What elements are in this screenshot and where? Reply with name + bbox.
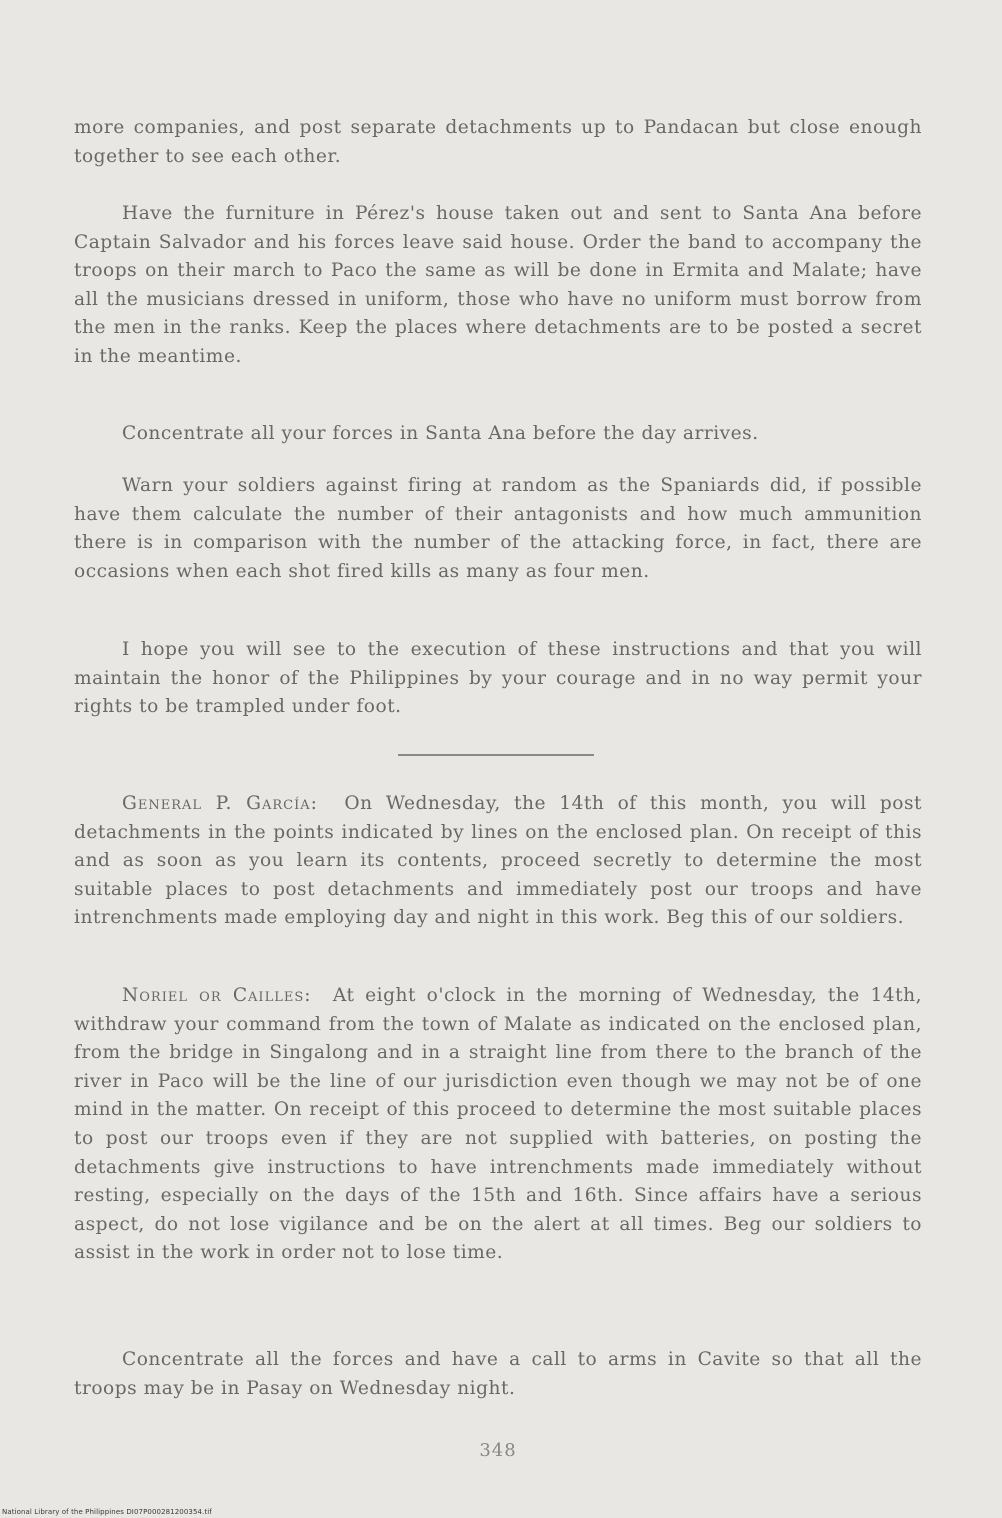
paragraph-firing-warning: Warn your soldiers against firing at random as the Spaniards did, if possible have them calculate the number of their antagonists and how much ammunition there is in comparison with the number of the attacking force, in fact, there are occasions when each shot fired kills as many as four men. — [74, 475, 922, 582]
paragraph-noriel-cailles-body: At eight o'clock in the morning of Wednesday, the 14th, withdraw your command from the town of Malate as indicated on the enclosed plan, from the bridge in Singalong and in a straight line from there to the branch of the river in Paco will be the line of our jurisdiction even though we may not be of one mind in the matter. On receipt of this proceed to determine the most suitable places to post our troops even if they are not supplied with batteries, on posting the detachments give instructions to have intrenchments made immediately without resting, especially on the days of the 15th and 16th. Since affairs have a serious aspect, do not lose vigilance and be on the alert at all times. Beg our soldiers to assist in the work in order not to lose time. — [74, 985, 922, 1264]
section-divider — [398, 754, 594, 756]
paragraph-continuation: more companies, and post separate detachments up to Pandacan but close enough together to see each other. — [74, 117, 922, 167]
addressee-general-garcia: General P. García: — [122, 793, 318, 814]
scan-footer: National Library of the Philippines DI07P000281200354.tif — [2, 1508, 212, 1516]
paragraph-honor: I hope you will see to the execution of these instructions and that you will maintain the honor of the Philippines by your courage and in no way permit your rights to be trampled under foot. — [74, 639, 922, 718]
paragraph-furniture-instructions: Have the furniture in Pérez's house taken out and sent to Santa Ana before Captain Salvador and his forces leave said house. Order the band to accompany the troops on their march to Paco the same as will be done in Ermita and Malate; have all the musicians dressed in uniform, those who have no uniform must borrow from the men in the ranks. Keep the places where detachments are to be posted a secret in the meantime. — [74, 203, 922, 367]
page-number: 348 — [479, 1440, 517, 1461]
paragraph-concentrate-forces: Concentrate all your forces in Santa Ana before the day arrives. — [122, 423, 759, 444]
addressee-noriel-cailles: Noriel or Cailles: — [122, 985, 312, 1006]
paragraph-cavite: Concentrate all the forces and have a call to arms in Cavite so that all the troops may be in Pasay on Wednesday night. — [74, 1349, 922, 1399]
paragraph-general-garcia-body: On Wednesday, the 14th of this month, you will post detachments in the points indicated by lines on the enclosed plan. On receipt of this and as soon as you learn its contents, proceed secretly to determine the most suitable places to post detachments and immediately post our troops and have intrenchments made employing day and night in this work. Beg this of our soldiers. — [74, 793, 922, 929]
paragraph-noriel-cailles — [74, 982, 922, 1268]
paragraph-general-garcia — [74, 790, 922, 933]
